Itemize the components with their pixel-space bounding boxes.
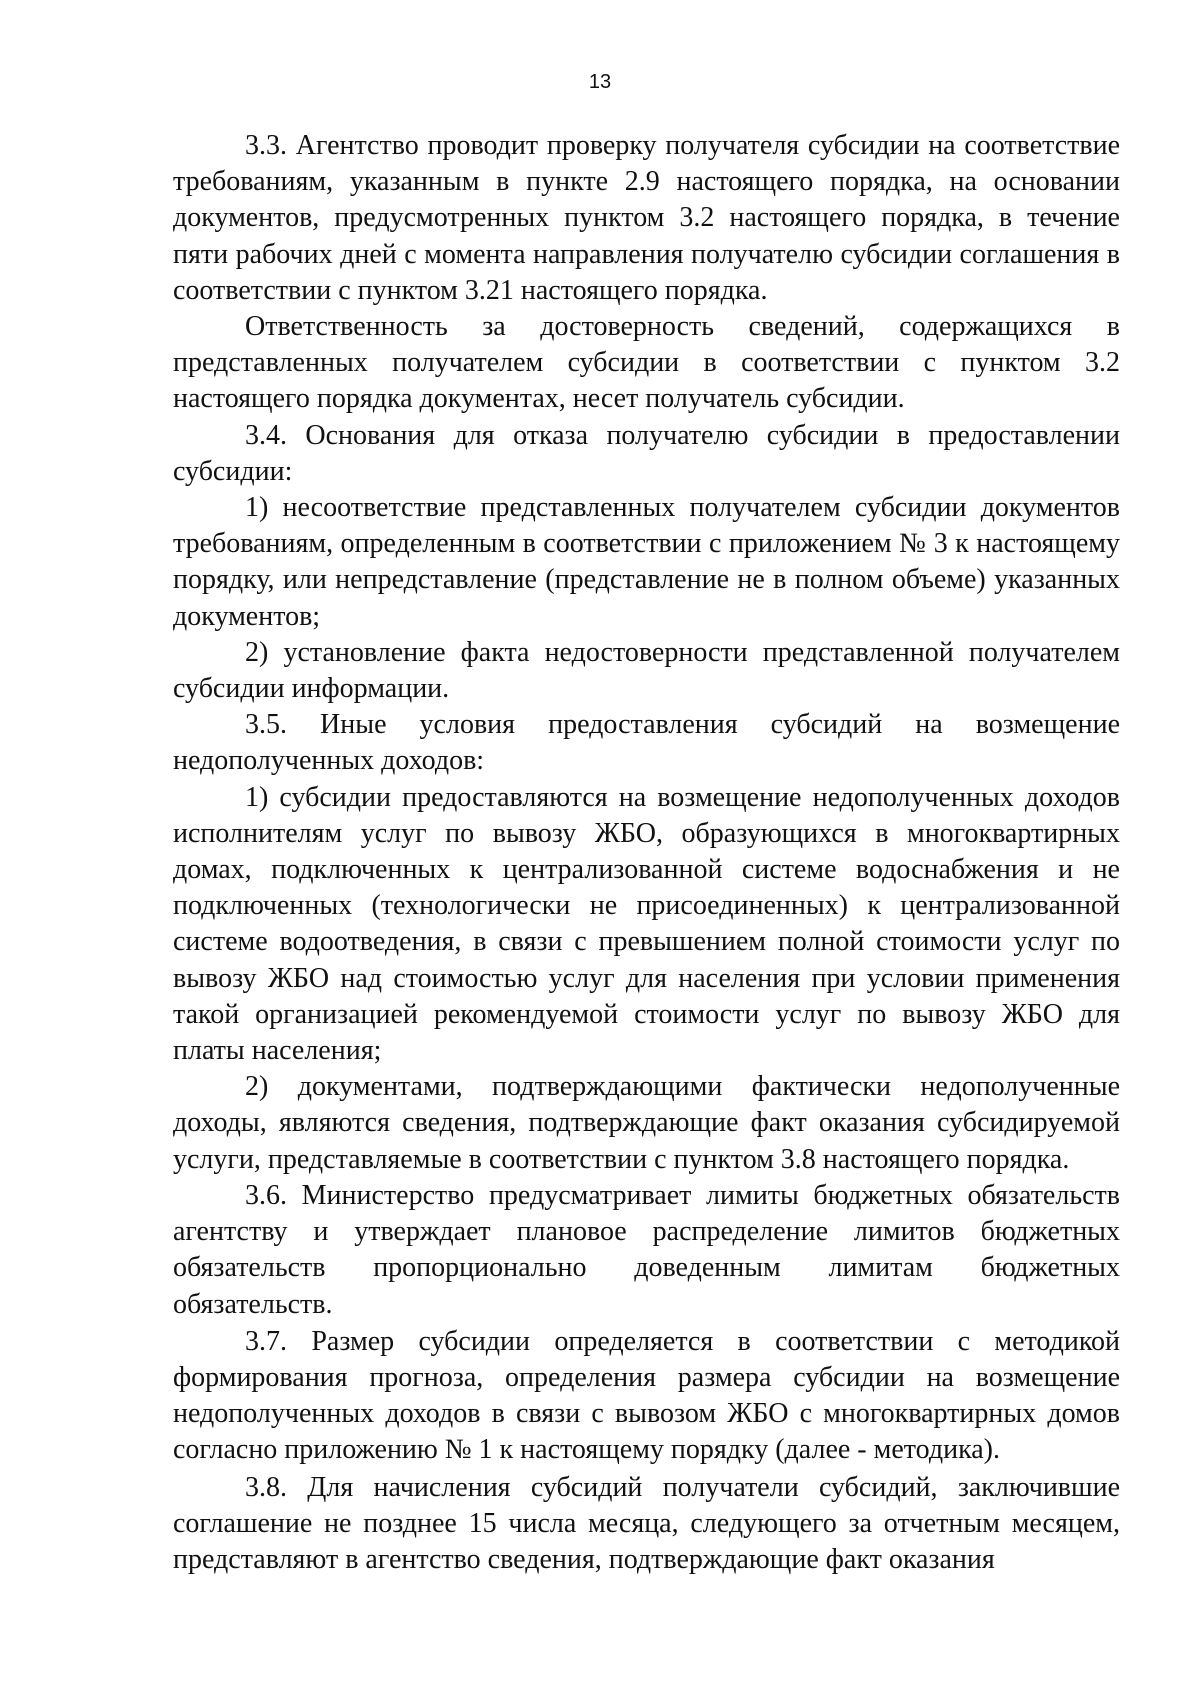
paragraph-3-4-item-2: 2) установление факта недостоверности представленной получателем субсидии информации. (173, 636, 1120, 705)
paragraph-3-3: 3.3. Агентство проводит проверку получателя субсидии на соответствие требованиям, указанным в пункте 2.9 настоящего порядка, на основании документов, предусмотренных пунктом 3.2 настоящего порядка, в течение пяти рабочих дней с момента направления получателю субсидии соглашения в соответствии с пунктом 3.21 настоящего порядка. (173, 130, 1120, 306)
paragraph-3-5-item-1: 1) субсидии предоставляются на возмещение недополученных доходов исполнителям услуг по вывозу ЖБО, образующихся в многоквартирных домах, подключенных к централизованной системе водоснабжения и не подключенных (технологически не присоединенных) к централизованной системе водоотведения, в связи с превышением полной стоимости услуг по вывозу ЖБО над стоимостью услуг для населения при условии применения такой организацией рекомендуемой стоимости услуг по вывозу ЖБО для платы населения; (173, 781, 1120, 1067)
paragraph-3-5-item-2: 2) документами, подтверждающими фактически недополученные доходы, являются сведения, подтверждающие факт оказания субсидируемой услуги, представляемые в соответствии с пунктом 3.8 настоящего порядка. (173, 1071, 1120, 1175)
paragraph-responsibility: Ответственность за достоверность сведений, содержащихся в представленных получателем субсидии в соответствии с пунктом 3.2 настоящего порядка документах, несет получатель субсидии. (173, 311, 1120, 415)
paragraph-3-5: 3.5. Иные условия предоставления субсидий на возмещение недополученных доходов: (173, 709, 1120, 777)
paragraph-3-7: 3.7. Размер субсидии определяется в соответствии с методикой формирования прогноза, определения размера субсидии на возмещение недополученных доходов в связи с вывозом ЖБО с многоквартирных домов согласно приложению № 1 к настоящему порядку (далее - методика). (173, 1325, 1120, 1466)
paragraph-3-4: 3.4. Основания для отказа получателю субсидии в предоставлении субсидии: (173, 419, 1120, 487)
document-body (173, 128, 1120, 1578)
paragraph-3-4-item-1: 1) несоответствие представленных получателем субсидии документов требованиям, определенным в соответствии с приложением № 3 к настоящему порядку, или непредставление (представление не в полном объеме) указанных документов; (173, 492, 1120, 632)
paragraph-3-6: 3.6. Министерство предусматривает лимиты бюджетных обязательств агентству и утверждает плановое распределение лимитов бюджетных обязательств пропорционально доведенным лимитам бюджетных обязательств. (173, 1179, 1120, 1320)
paragraph-3-8: 3.8. Для начисления субсидий получатели субсидий, заключившие соглашение не позднее 15 числа месяца, следующего за отчетным месяцем, представляют в агентство сведения, подтверждающие факт оказания (173, 1471, 1120, 1575)
page-number: 13 (588, 71, 612, 93)
